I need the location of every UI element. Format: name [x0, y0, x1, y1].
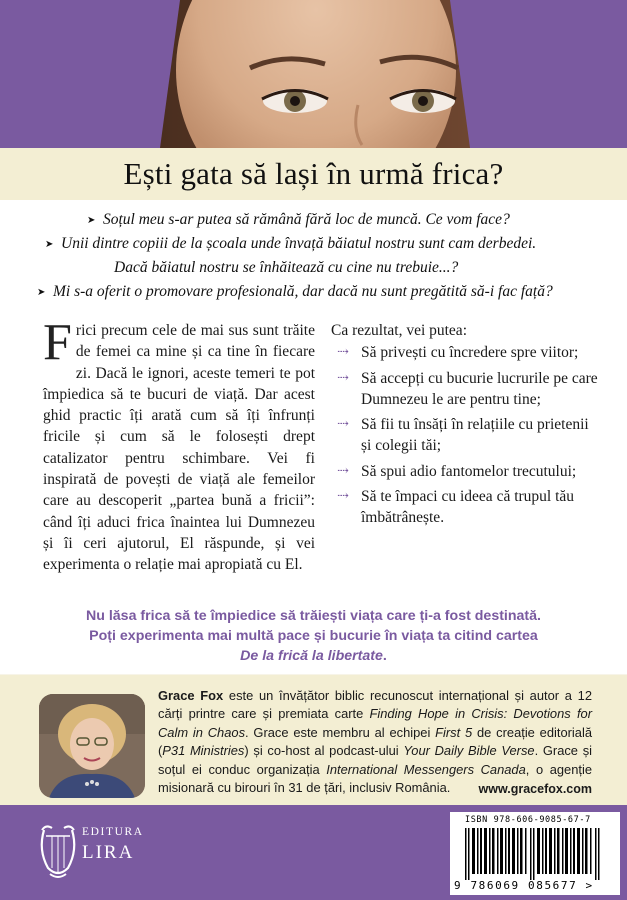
question-item: [37, 283, 553, 301]
results-item: [331, 342, 601, 363]
results-item: [331, 414, 601, 457]
isbn-barcode: [450, 812, 620, 895]
question-item: [45, 235, 537, 253]
results-item-text: Să privești cu încredere spre viitor;: [361, 344, 579, 362]
arrow-right-icon: ⇢: [337, 345, 349, 361]
tagline-period: .: [382, 648, 387, 664]
results-intro: Ca rezultat, vei putea:: [331, 322, 467, 339]
lyre-icon: [36, 820, 80, 880]
body-text-area: [0, 306, 627, 606]
question-item: [114, 259, 458, 277]
tagline-line-3: [0, 646, 627, 666]
question-item: [87, 211, 510, 229]
results-item-text: Să te împaci cu ideea că trupul tău îmbătrânește.: [361, 488, 575, 527]
results-item: [331, 368, 601, 411]
award-book-title: Finding Hope in Crisis: Devotions for Calm in Chaos: [158, 706, 592, 740]
question-text: Soțul meu s-ar putea să rămână fără loc de muncă. Ce vom face?: [103, 211, 510, 228]
arrow-right-icon: ⇢: [337, 417, 349, 433]
results-list: [331, 342, 601, 528]
results-item-text: Să accepți cu bucurie lucrurile pe care Dumnezeu le are pentru tine;: [361, 369, 598, 408]
book-title: De la frică la libertate: [240, 648, 383, 664]
question-list: [0, 200, 627, 306]
author-name: Grace Fox: [158, 688, 224, 703]
description-text: rici precum cele de mai sus sunt trăite de femei ca mine și ca tine în fiecare zi. Dacă le ignori, aceste temeri te pot împiedica să te bucuri de viață. Dar acest ghid practic îți arată cum să îți înfrunți fricile și cum să le folosești drept catalizator pentru schimbare. Vei fi inspirată de povești de viață ale femeilor care au descoperit „partea bună a fricii”: când îți aduci frica înaintea lui Dumnezeu și îi ceri ajutorul, El răspunde, și vei experimenta o relație mai apropiată cu El.: [43, 322, 315, 574]
publisher-label: EDITURA: [82, 826, 144, 838]
publisher-logo: [36, 820, 166, 880]
results-item-text: Să fii tu însăți în relațiile cu prietenii și colegii tăi;: [361, 416, 589, 455]
tagline-line-1: Nu lăsa frica să te împiedice să trăiești viața care ți-a fost destinată.: [86, 608, 541, 624]
headline: Ești gata să lași în urmă frica?: [123, 156, 504, 191]
author-section: [0, 675, 627, 805]
arrow-right-icon: ⇢: [337, 370, 349, 386]
headline-band: [0, 148, 627, 200]
author-bio: [158, 687, 592, 797]
bio-text: este un învățător biblic recunoscut internațional și autor a 12 cărți printre care și premiata carte: [158, 688, 592, 722]
results-column: [331, 320, 601, 533]
author-website: www.gracefox.com: [478, 782, 592, 796]
arrow-right-icon: ⇢: [337, 463, 349, 479]
bullet-arrow-icon: ➤: [37, 287, 46, 298]
bio-text: . Grace și soțul ei conduc organizația: [158, 743, 593, 777]
tagline-line-2: Poți experimenta mai multă pace și bucurie în viața ta citind cartea: [89, 628, 538, 644]
results-item: [331, 486, 601, 529]
question-text: Mi s-a oferit o promovare profesională, dar dacă nu sunt pregătită să-i fac față?: [53, 283, 553, 300]
publisher-name: LIRA: [82, 842, 135, 863]
results-item: [331, 461, 601, 482]
isbn-label: ISBN 978-606-9085-67-7: [465, 815, 591, 825]
results-item-text: Să spui adio fantomelor trecutului;: [361, 462, 577, 480]
bio-text: , o agenție misionară cu birouri în 31 de țări, inclusiv România.: [158, 761, 592, 796]
cover-photo-woman-eyes: [0, 0, 627, 148]
drop-cap: F: [43, 314, 72, 371]
podcast-name: Your Daily Bible Verse: [403, 743, 535, 759]
barcode-icon: [465, 828, 610, 880]
bio-text: . Grace este membru al echipei: [245, 724, 436, 740]
organization-name: International Messengers Canada: [326, 761, 526, 777]
question-text: Dacă băiatul nostru se înhăitează cu cine nu trebuie...?: [114, 259, 459, 276]
author-photo: [39, 694, 145, 798]
ministry-name: P31 Ministries: [162, 743, 245, 759]
tagline: [0, 606, 627, 674]
description-paragraph: [43, 314, 315, 576]
bullet-arrow-icon: ➤: [45, 239, 54, 250]
arrow-right-icon: ⇢: [337, 489, 349, 505]
barcode-digits: 9 786069 085677 >: [454, 879, 594, 892]
bullet-arrow-icon: ➤: [87, 215, 96, 226]
question-text: Unii dintre copiii de la școala unde învață băiatul nostru sunt cam derbedei.: [61, 235, 537, 252]
bio-text: de creație editorială (: [158, 724, 592, 759]
team-name: First 5: [435, 724, 473, 740]
bio-text: ) și co-host al podcast-ului: [244, 743, 404, 759]
